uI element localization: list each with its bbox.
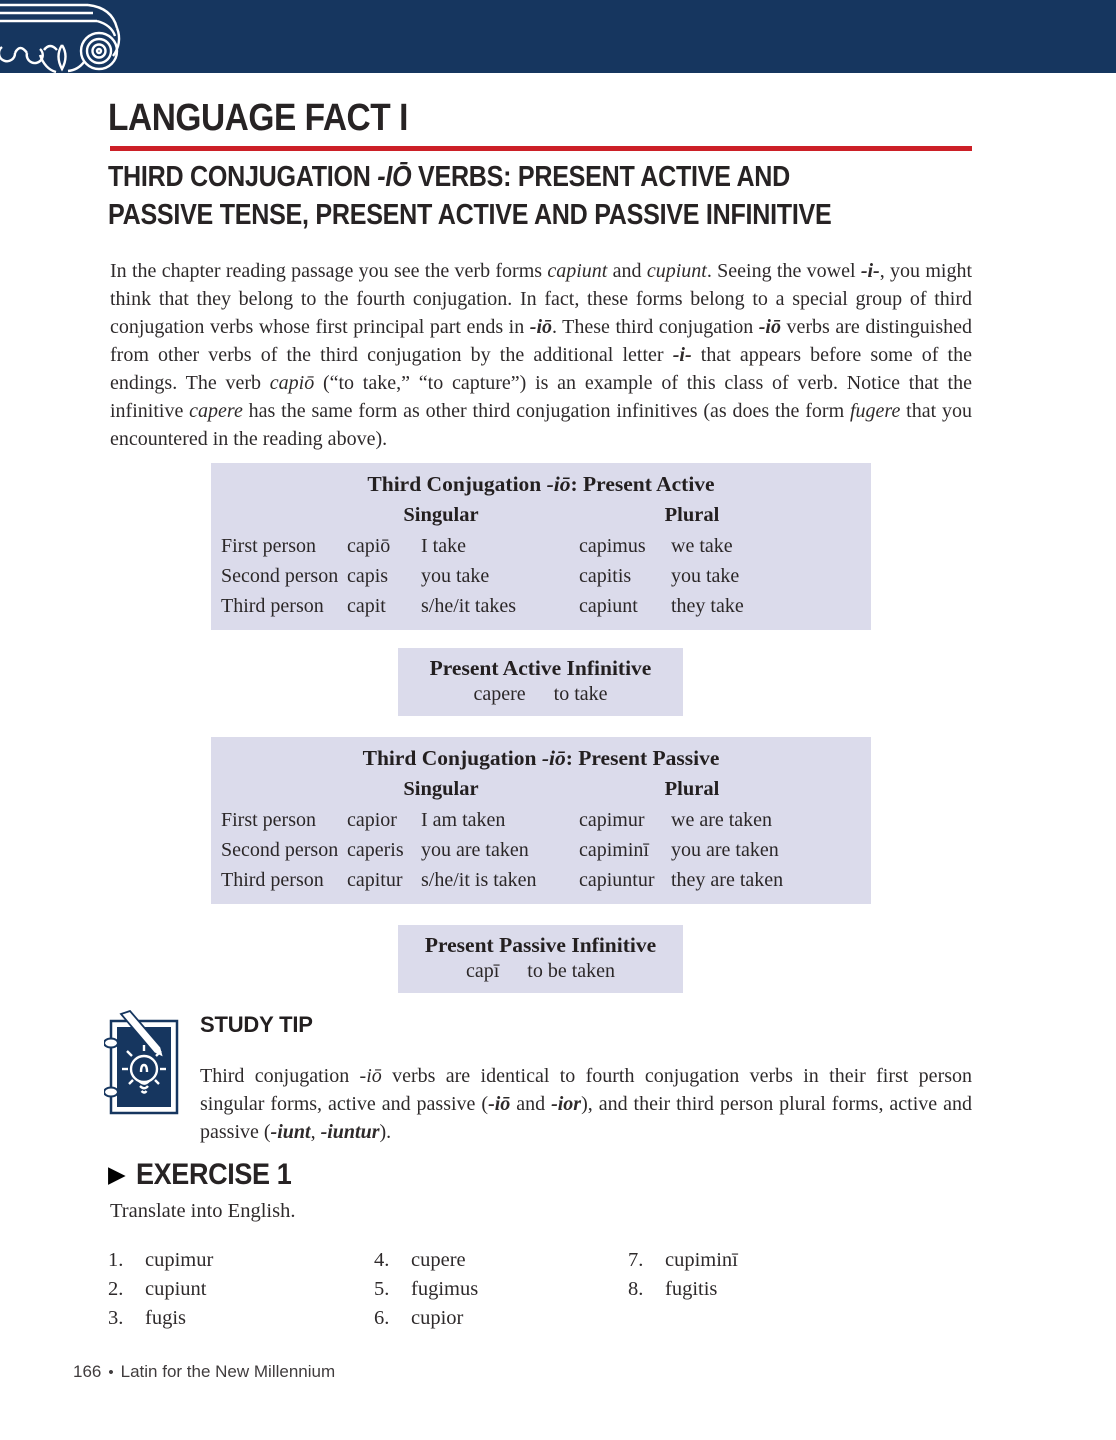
table-column-headers xyxy=(211,500,871,531)
table-column-headers xyxy=(211,774,871,805)
sg-english: you take xyxy=(421,565,490,587)
pl-english: we take xyxy=(671,535,733,557)
pl-latin: capimur xyxy=(579,809,645,831)
study-tip-text: Third conjugation -iō verbs are identical to fourth conjugation verbs in their first person singular forms, active and passive (-iō and -ior), and their third person plural forms, active and passive (-iunt, -iuntur). xyxy=(200,1065,973,1143)
table-row xyxy=(211,561,871,591)
ionic-capital-icon xyxy=(0,0,128,73)
person-label: First person xyxy=(221,809,316,831)
item-text: fugitis xyxy=(665,1278,718,1300)
study-tip-heading: STUDY TIP xyxy=(200,1012,313,1037)
infinitive-latin: capere xyxy=(473,683,526,705)
infinitive-title: Present Passive Infinitive xyxy=(424,933,657,957)
sg-english: you are taken xyxy=(421,839,529,861)
col-header-singular: Singular xyxy=(403,778,479,800)
sg-latin: capior xyxy=(347,809,397,831)
triangle-marker-icon: ▶ xyxy=(108,1162,126,1188)
exercise-list xyxy=(108,1246,972,1333)
sg-english: s/he/it is taken xyxy=(421,869,537,891)
exercise-heading xyxy=(108,1158,308,1192)
table-row xyxy=(211,865,871,895)
item-text: cupimur xyxy=(145,1249,214,1271)
pl-latin: capiuntur xyxy=(579,869,655,891)
exercise-column xyxy=(108,1246,374,1333)
infinitive-forms xyxy=(398,683,683,716)
person-label: Third person xyxy=(221,869,324,891)
exercise-column xyxy=(628,1246,972,1333)
sg-latin: capit xyxy=(347,595,386,617)
list-item xyxy=(108,1275,374,1304)
sg-english: s/he/it takes xyxy=(421,595,516,617)
item-number: 2. xyxy=(108,1278,124,1300)
item-number: 4. xyxy=(374,1249,390,1271)
sg-english: I take xyxy=(421,535,466,557)
pl-english: they take xyxy=(671,595,744,617)
item-number: 7. xyxy=(628,1249,644,1271)
intro-paragraph: In the chapter reading passage you see the verb forms capiunt and cupiunt. Seeing the vowel -i-, you might think that they belong to the fourth conjugation. In fact, these forms belong to a special group of third conjugation verbs whose first principal part ends in -iō. These third conjugation -iō verbs are distinguished from other verbs of the third conjugation by the additional letter -i- that appears before some of the endings. The verb capiō (“to take,” “to capture”) is an example of this class of verb. Notice that the infinitive capere has the same form as other third conjugation infinitives (as does the form fugere that you encountered in the reading above). xyxy=(110,260,973,450)
exercise-column xyxy=(374,1246,628,1333)
table-title: Third Conjugation -iō: Present Passive xyxy=(362,746,720,770)
item-text: cupere xyxy=(411,1249,466,1271)
infinitive-title: Present Active Infinitive xyxy=(429,656,652,680)
sg-latin: capitur xyxy=(347,869,403,891)
col-header-singular: Singular xyxy=(403,504,479,526)
person-label: First person xyxy=(221,535,316,557)
col-header-plural: Plural xyxy=(664,504,720,526)
sg-english: I am taken xyxy=(421,809,506,831)
exercise-title: EXERCISE 1 xyxy=(135,1158,292,1191)
section-heading xyxy=(108,158,831,234)
item-text: cupiminī xyxy=(665,1249,738,1271)
present-passive-infinitive-box xyxy=(398,925,683,993)
table-row xyxy=(211,805,871,835)
list-item xyxy=(374,1275,628,1304)
item-number: 6. xyxy=(374,1307,390,1329)
infinitive-forms xyxy=(398,960,683,993)
study-tip-lightbulb-icon xyxy=(104,1010,186,1118)
person-label: Second person xyxy=(221,839,339,861)
sg-latin: capiō xyxy=(347,535,391,557)
footer-bullet: • xyxy=(108,1364,114,1381)
item-text: fugimus xyxy=(411,1278,479,1300)
list-item xyxy=(108,1304,374,1333)
item-number: 8. xyxy=(628,1278,644,1300)
table-row xyxy=(211,531,871,561)
page-footer xyxy=(73,1362,335,1382)
present-active-table xyxy=(211,463,871,630)
table-title: Third Conjugation -iō: Present Active xyxy=(367,472,715,496)
page-number: 166 xyxy=(73,1362,102,1381)
sg-latin: caperis xyxy=(347,839,404,861)
person-label: Third person xyxy=(221,595,324,617)
title-rule xyxy=(110,146,972,151)
list-item xyxy=(374,1246,628,1275)
pl-english: we are taken xyxy=(671,809,773,831)
header-band xyxy=(0,0,1116,73)
item-text: cupior xyxy=(411,1307,464,1329)
pl-latin: capiminī xyxy=(579,839,649,861)
infinitive-english: to take xyxy=(553,683,608,705)
list-item xyxy=(628,1275,972,1304)
book-title: Latin for the New Millennium xyxy=(120,1362,336,1381)
list-item xyxy=(628,1246,972,1275)
pl-latin: capiunt xyxy=(579,595,638,617)
pl-english: you take xyxy=(671,565,740,587)
col-header-plural: Plural xyxy=(664,778,720,800)
sg-latin: capis xyxy=(347,565,389,587)
item-text: fugis xyxy=(145,1307,186,1329)
infinitive-latin: capī xyxy=(465,960,500,982)
page-title: LANGUAGE FACT I xyxy=(108,97,408,139)
pl-latin: capitis xyxy=(579,565,632,587)
item-number: 3. xyxy=(108,1307,124,1329)
exercise-instruction: Translate into English. xyxy=(110,1200,296,1222)
infinitive-english: to be taken xyxy=(527,960,616,982)
person-label: Second person xyxy=(221,565,339,587)
present-passive-table xyxy=(211,737,871,904)
table-row xyxy=(211,591,871,621)
pl-latin: capimus xyxy=(579,535,646,557)
list-item xyxy=(374,1304,628,1333)
pl-english: they are taken xyxy=(671,869,784,891)
section-heading-line2: PASSIVE TENSE, PRESENT ACTIVE AND PASSIVE INFINITIVE xyxy=(108,199,832,231)
table-row xyxy=(211,835,871,865)
pl-english: you are taken xyxy=(671,839,779,861)
list-item xyxy=(108,1246,374,1275)
item-number: 5. xyxy=(374,1278,390,1300)
item-text: cupiunt xyxy=(145,1278,207,1300)
item-number: 1. xyxy=(108,1249,124,1271)
section-heading-line1: THIRD CONJUGATION -IŌ VERBS: PRESENT ACTIVE AND xyxy=(108,161,790,193)
present-active-infinitive-box xyxy=(398,648,683,716)
